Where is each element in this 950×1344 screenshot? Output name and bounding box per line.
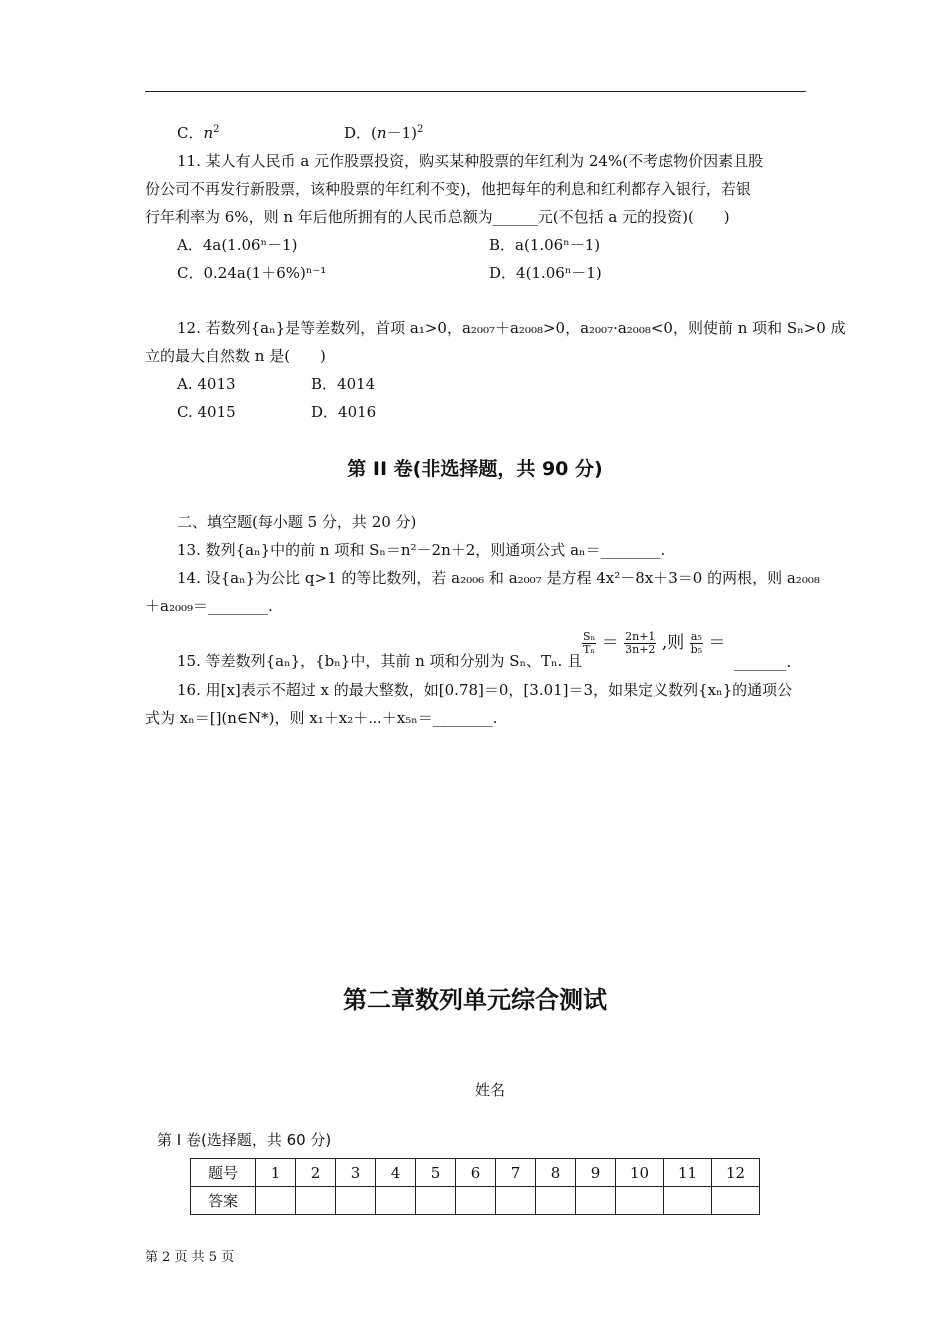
- part2-title: 第 II 卷(非选择题，共 90 分): [347, 458, 603, 480]
- answer-table: [190, 1158, 760, 1215]
- q13: 13. 数列{aₙ}中的前 n 项和 Sₙ＝n²－2n＋2，则通项公式 aₙ＝________.: [177, 541, 666, 559]
- table-cell: 2: [296, 1159, 336, 1187]
- q12-option-a: A. 4013: [177, 375, 236, 393]
- q12-line-2: 立的最大自然数 n 是( ): [145, 347, 326, 365]
- q12-option-c: C. 4015: [177, 403, 236, 421]
- fill-header: 二、填空题(每小题 5 分，共 20 分): [177, 513, 417, 531]
- q15-fraction-a-over-b: $\frac{\text{a₅}}{\text{b₅}}$: [690, 630, 703, 656]
- answer-cell[interactable]: [664, 1187, 712, 1215]
- answer-cell[interactable]: [616, 1187, 664, 1215]
- table-cell: 10: [616, 1159, 664, 1187]
- table-cell: 题号: [191, 1159, 256, 1187]
- table-cell: 答案: [191, 1187, 256, 1215]
- answer-cell[interactable]: [256, 1187, 296, 1215]
- answer-cell[interactable]: [456, 1187, 496, 1215]
- table-row: [191, 1159, 760, 1187]
- name-label: 姓名: [474, 1081, 505, 1099]
- q15-text: 15. 等差数列{aₙ}，{bₙ}中，其前 n 项和分别为 Sₙ、Tₙ. 且: [177, 652, 583, 670]
- answer-cell[interactable]: [416, 1187, 456, 1215]
- table-row: [191, 1187, 760, 1215]
- answer-cell[interactable]: [336, 1187, 376, 1215]
- table-cell: 5: [416, 1159, 456, 1187]
- answer-cell[interactable]: [536, 1187, 576, 1215]
- answer-cell[interactable]: [712, 1187, 760, 1215]
- part1-label: 第 I 卷(选择题，共 60 分): [157, 1131, 332, 1149]
- q15-blank: _______.: [734, 653, 792, 671]
- q16-line-1: 16. 用[x]表示不超过 x 的最大整数，如[0.78]＝0，[3.01]＝3，如果定义数列{xₙ}的通项公: [177, 681, 793, 699]
- table-cell: 3: [336, 1159, 376, 1187]
- table-cell: 8: [536, 1159, 576, 1187]
- chapter-title: 第二章数列单元综合测试: [343, 986, 607, 1014]
- table-cell: 12: [712, 1159, 760, 1187]
- q11-line-2: 份公司不再发行新股票，该种股票的年红利不变)，他把每年的利息和红利都存入银行，若银: [145, 180, 751, 198]
- table-cell: 7: [496, 1159, 536, 1187]
- table-cell: 9: [576, 1159, 616, 1187]
- table-cell: 6: [456, 1159, 496, 1187]
- table-cell: 4: [376, 1159, 416, 1187]
- table-cell: 11: [664, 1159, 712, 1187]
- q10-option-c: C．$n^2$: [177, 124, 220, 142]
- answer-cell[interactable]: [296, 1187, 336, 1215]
- answer-cell[interactable]: [576, 1187, 616, 1215]
- header-rule: [145, 91, 806, 92]
- page-footer: 第 2 页 共 5 页: [145, 1250, 235, 1265]
- answer-cell[interactable]: [376, 1187, 416, 1215]
- q15-fraction-s-over-t: $\frac{\text{Sₙ}}{\text{Tₙ}}$: [583, 630, 596, 656]
- q11-option-a: A．4a(1.06ⁿ－1): [177, 236, 298, 254]
- q12-option-d: D．4016: [311, 403, 377, 421]
- q11-option-c: C．0.24a(1＋6%)ⁿ⁻¹: [177, 264, 327, 282]
- q10-option-d: D．$(n-1)^2$: [344, 124, 424, 142]
- q11-option-d: D．4(1.06ⁿ－1): [489, 264, 602, 282]
- q15-formula: $\frac{\text{Sₙ}}{\text{Tₙ}}$ ＝ $\frac{2n+1}{3n+2}$ ,则 $\frac{\text{a₅}}{\text{b₅}}$ ＝: [583, 630, 726, 656]
- q15-fraction-ratio: $\frac{2n+1}{3n+2}$: [625, 630, 656, 656]
- table-cell: 1: [256, 1159, 296, 1187]
- q14-line-2: ＋a₂₀₀₉＝________.: [145, 597, 273, 615]
- q11-option-b: B．a(1.06ⁿ－1): [489, 236, 601, 254]
- q12-line-1: 12. 若数列{aₙ}是等差数列，首项 a₁>0，a₂₀₀₇＋a₂₀₀₈>0，a₂₀₀₇·a₂₀₀₈<0，则使前 n 项和 Sₙ>0 成: [177, 319, 846, 337]
- q11-line-3: 行年利率为 6%，则 n 年后他所拥有的人民币总额为______元(不包括 a 元的投资)( ): [145, 208, 730, 226]
- q12-option-b: B．4014: [311, 375, 376, 393]
- q14-line-1: 14. 设{aₙ}为公比 q>1 的等比数列，若 a₂₀₀₆ 和 a₂₀₀₇ 是方程 4x²－8x＋3＝0 的两根，则 a₂₀₀₈: [177, 569, 820, 587]
- q16-line-2: 式为 xₙ＝[](n∈N*)，则 x₁＋x₂＋⋯＋x₅ₙ＝________.: [145, 709, 498, 727]
- answer-cell[interactable]: [496, 1187, 536, 1215]
- q11-line-1: 11. 某人有人民币 a 元作股票投资，购买某种股票的年红利为 24%(不考虑物价因素且股: [177, 152, 764, 170]
